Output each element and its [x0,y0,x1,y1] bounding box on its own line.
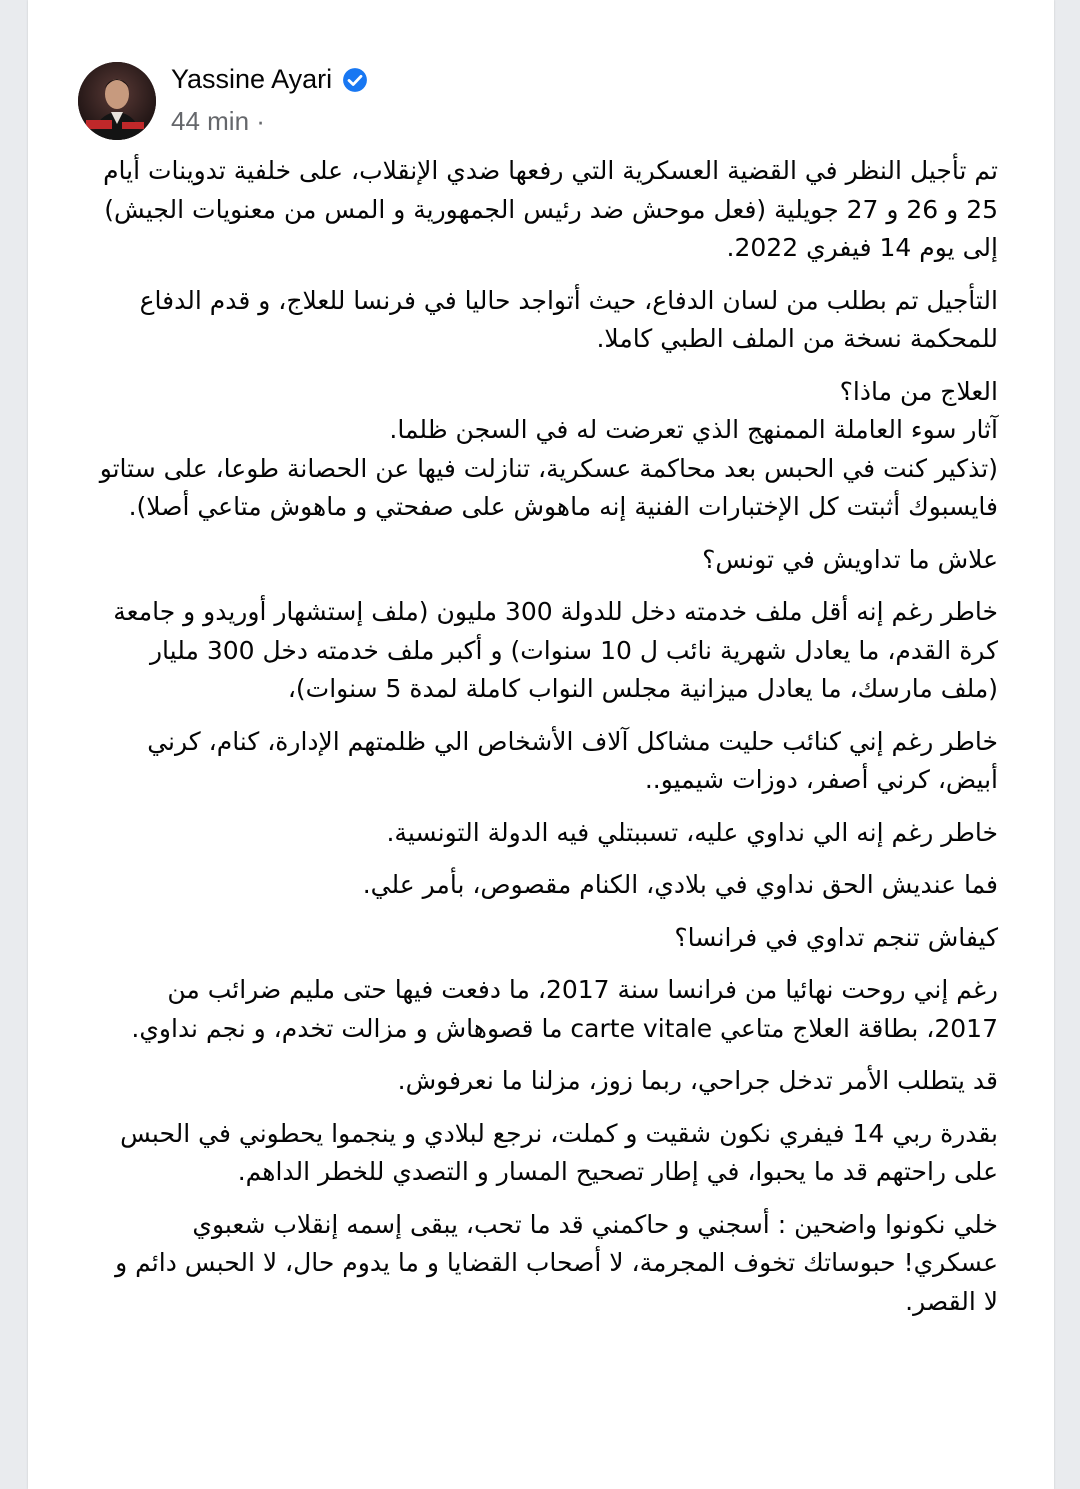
post-card [28,0,1054,1489]
post-paragraph: بقدرة ربي 14 فيفري نكون شقيت و كملت، نرجع لبلادي و ينجموا يحطوني في الحبس على راحتهم قد ما يحبوا، في إطار تصحيح المسار و التصدي للخطر الداهم. [120,1118,998,1186]
avatar-photo [78,62,156,140]
post-paragraph: رغم إني روحت نهائيا من فرانسا سنة 2017، ما دفعت فيها حتى مليم ضرائب من 2017، بطاقة العلاج متاعي carte vitale ما قصوهاش و مزالت تخدم، و نجم نداوي. [131,975,998,1043]
author-name[interactable]: Yassine Ayari [171,64,333,94]
post-paragraph: فما عنديش الحق نداوي في بلادي، الكنام مقصوص، بأمر علي. [362,870,998,899]
author-avatar[interactable] [78,62,156,140]
author-row [171,64,368,95]
post-paragraph: التأجيل تم بطلب من لسان الدفاع، حيث أتواجد حاليا في فرنسا للعلاج، و قدم الدفاع للمحكمة نسخة من الملف الطبي كاملا. [139,285,998,353]
post-body [98,152,998,1335]
post-header [78,62,778,142]
post-paragraph: قد يتطلب الأمر تدخل جراحي، ربما زوز، مزلنا ما نعرفوش. [397,1066,998,1095]
post-timestamp[interactable]: 44 min [171,106,250,136]
post-paragraph: كيفاش تنجم تداوي في فرانسا؟ [674,922,998,952]
post-paragraph: علاش ما تداويش في تونس؟ [702,544,998,574]
post-paragraph: خاطر رغم إني كنائب حليت مشاكل آلاف الأشخاص الي ظلمتهم الإدارة، كنام، كرني أبيض، كرني أصفر، دوزات شيميو.. [147,726,998,794]
post-paragraph: تم تأجيل النظر في القضية العسكرية التي رفعها ضدي الإنقلاب، على خلفية تدوينات أيام 25 و 26 و 27 جويلية (فعل موحش ضد رئيس الجمهورية و المس من معنويات الجيش) إلى يوم 14 فيفري 2022. [103,156,998,262]
verified-badge-icon [342,67,368,93]
post-meta [171,106,265,137]
post-paragraph: خاطر رغم إنه أقل ملف خدمته دخل للدولة 300 مليون (ملف إستشهار أوريدو و جامعة كرة القدم، ما يعادل شهرية نائب ل 10 سنوات) و أكبر ملف خدمته دخل 300 مليار (ملف مارسك، ما يعادل ميزانية مجلس النواب كاملة لمدة 5 سنوات)، [113,597,998,703]
post-paragraph: العلاج من ماذا؟ آثار سوء العاملة الممنهج الذي تعرضت له في السجن ظلما. (تذكير كنت في الحبس بعد محاكمة عسكرية، تنازلت فيها عن الحصانة طوعا، على ستاتو فايسبوك أثبتت كل الإختبارات الفنية إنه ماهوش على صفحتي و ماهوش متاعي أصلا). [99,376,998,521]
meta-separator: · [256,106,265,136]
post-paragraph: خاطر رغم إنه الي نداوي عليه، تسببتلي فيه الدولة التونسية. [386,817,998,847]
post-paragraph: خلي نكونوا واضحين : أسجني و حاكمني قد ما تحب، يبقى إسمه إنقلاب شعبوي عسكري! حبوساتك تخوف المجرمة، لا أصحاب القضايا و ما يدوم حال، لا الحبس دائم و لا القصر. [115,1209,998,1316]
